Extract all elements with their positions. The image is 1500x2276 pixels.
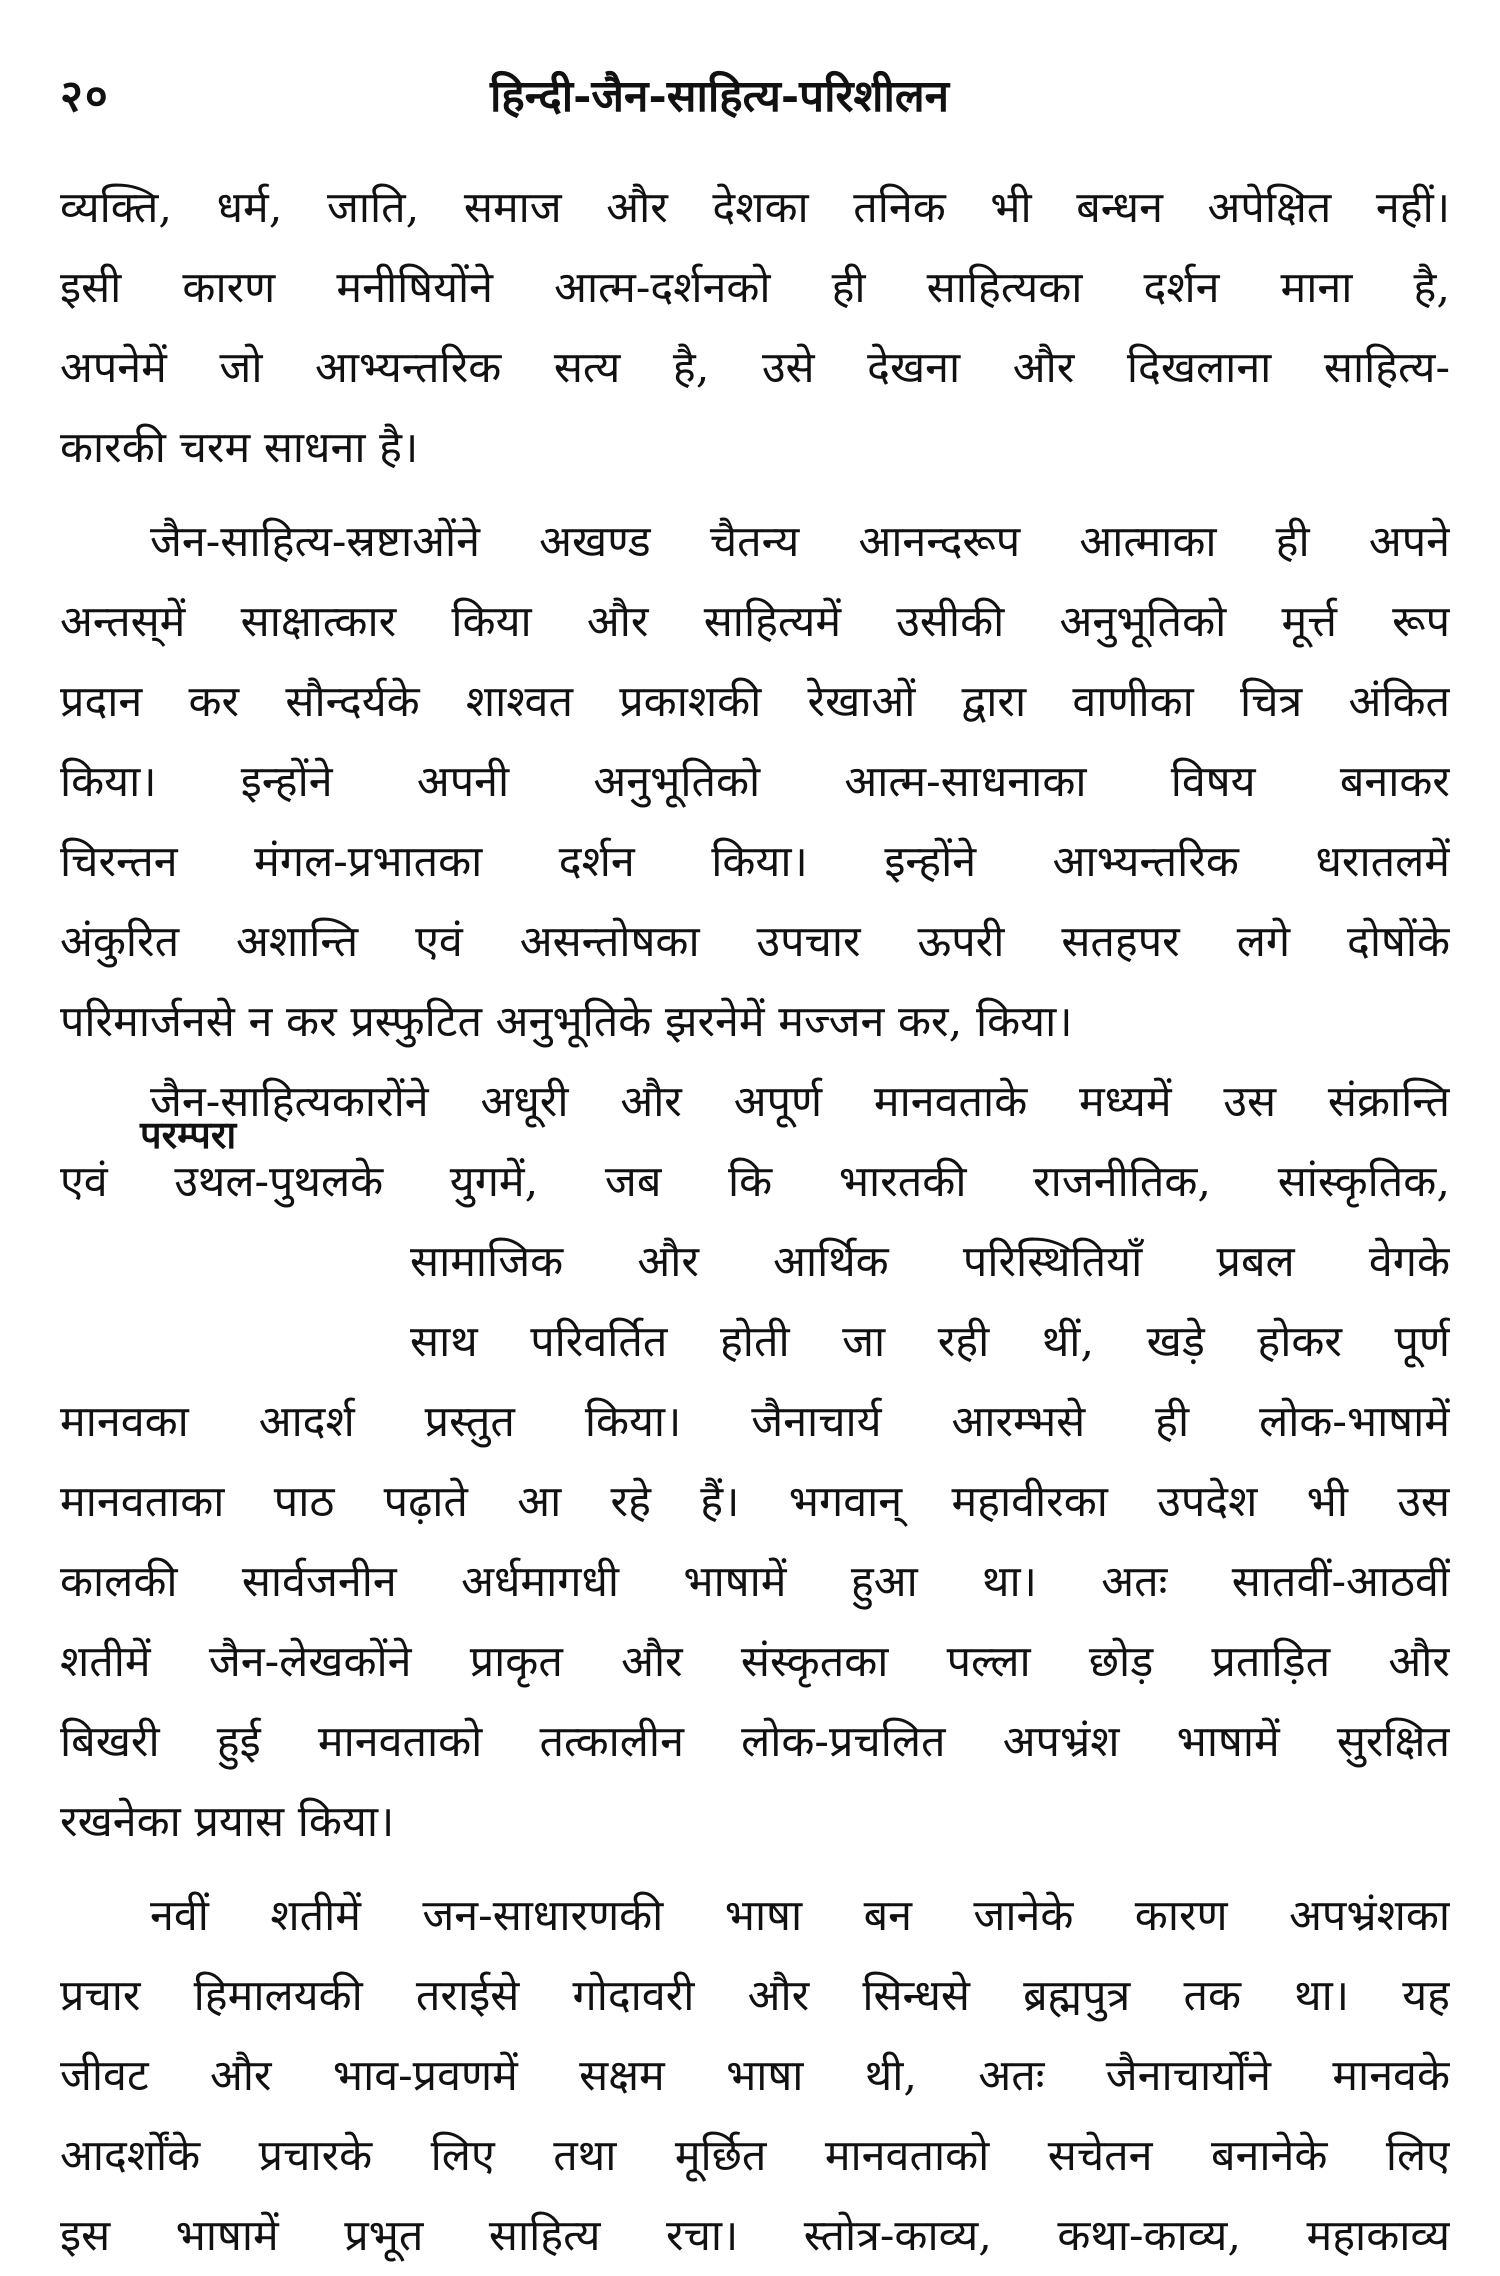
text-line: व्यक्ति, धर्म, जाति, समाज और देशका तनिक भी बन्धन अपेक्षित नहीं। [60,183,1450,233]
text-line: इस भाषामें प्रभूत साहित्य रचा। स्तोत्र-काव्य, कथा-काव्य, महाकाव्य [60,2211,1450,2261]
text-line: साथ परिवर्तित होती जा रही थीं, खड़े होकर पूर्ण [410,1317,1450,1367]
text-line: अपनेमें जो आभ्यन्तरिक सत्य है, उसे देखना और दिखलाना साहित्य- [60,343,1450,393]
text-line: सामाजिक और आर्थिक परिस्थितियाँ प्रबल वेगके [410,1237,1450,1287]
paragraph [60,502,1450,1062]
text-line: मानवताका पाठ पढ़ाते आ रहे हैं। भगवान् महावीरका उपदेश भी उस [60,1477,1450,1527]
text-line: शतीमें जैन-लेखकोंने प्राकृत और संस्कृतका पल्ला छोड़ प्रताड़ित और [60,1637,1450,1687]
text-line: नवीं शतीमें जन-साधारणकी भाषा बन जानेके कारण अपभ्रंशका [150,1891,1450,1941]
text-line: चिरन्तन मंगल-प्रभातका दर्शन किया। इन्होंने आभ्यन्तरिक धरातलमें [60,837,1450,887]
text-line: अन्तस्‌में साक्षात्कार किया और साहित्यमें उसीकी अनुभूतिको मूर्त्त रूप [60,597,1450,647]
text-line: किया। इन्होंने अपनी अनुभूतिको आत्म-साधनाका विषय बनाकर [60,757,1450,807]
text-line: अंकुरित अशान्ति एवं असन्तोषका उपचार ऊपरी सतहपर लगे दोषोंके [60,917,1450,967]
text-line: जीवट और भाव-प्रवणमें सक्षम भाषा थी, अतः जैनाचार्योंने मानवके [60,2051,1450,2101]
paragraph [60,1062,1450,1862]
text-line: कालकी सार्वजनीन अर्धमागधी भाषामें हुआ था। अतः सातवीं-आठवीं [60,1557,1450,1607]
text-line: जैन-साहित्य-स्रष्टाओंने अखण्ड चैतन्य आनन्दरूप आत्माका ही अपने [150,517,1450,567]
body-text [60,168,1450,2276]
text-line: प्रचार हिमालयकी तराईसे गोदावरी और सिन्धसे ब्रह्मपुत्र तक था। यह [60,1971,1450,2021]
text-line: एवं उथल-पुथलके युगमें, जब कि भारतकी राजनीतिक, सांस्कृतिक, [60,1157,1450,1207]
text-line: परिमार्जनसे न कर प्रस्फुटित अनुभूतिके झरनेमें मज्जन कर, किया। [60,997,1073,1047]
text-line: मानवका आदर्श प्रस्तुत किया। जैनाचार्य आरम्भसे ही लोक-भाषामें [60,1397,1450,1447]
paragraph [60,1876,1450,2276]
text-line: रखनेका प्रयास किया। [60,1797,395,1847]
text-line: कारकी चरम साधना है। [60,423,419,473]
running-title: हिन्दी-जैन-साहित्य-परिशीलन [490,71,950,122]
page-number: २० [60,71,110,122]
text-line: प्रदान कर सौन्दर्यके शाश्वत प्रकाशकी रेखाओं द्वारा वाणीका चित्र अंकित [60,677,1450,727]
text-line: इसी कारण मनीषियोंने आत्म-दर्शनको ही साहित्यका दर्शन माना है, [60,263,1450,313]
text-line: जैन-साहित्यकारोंने अधूरी और अपूर्ण मानवताके मध्यमें उस संक्रान्ति [150,1077,1450,1127]
paragraph [60,168,1450,488]
side-heading: परम्परा [140,1113,237,1157]
text-line: आदर्शोंके प्रचारके लिए तथा मूर्छित मानवताको सचेतन बनानेके लिए [60,2131,1450,2181]
text-line: बिखरी हुई मानवताको तत्कालीन लोक-प्रचलित अपभ्रंश भाषामें सुरक्षित [60,1717,1450,1767]
page-header [60,60,1450,130]
